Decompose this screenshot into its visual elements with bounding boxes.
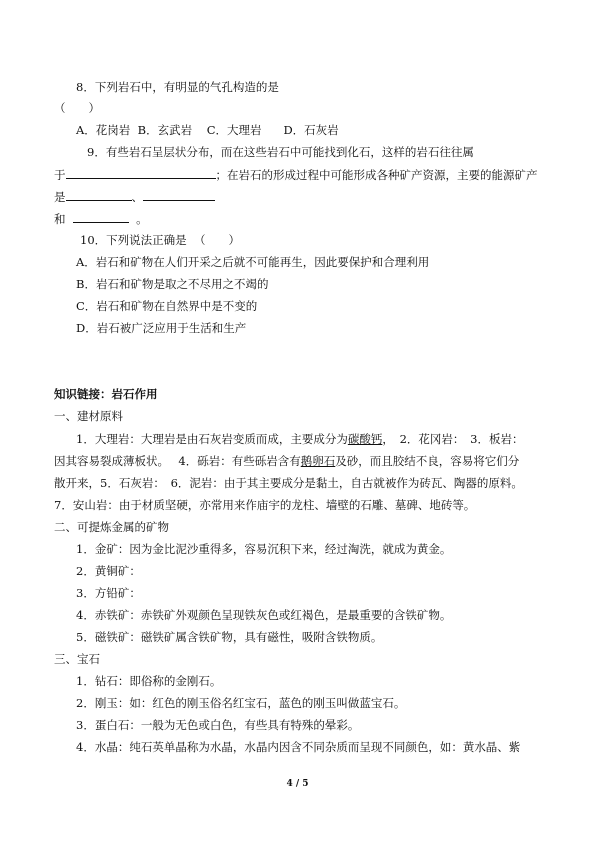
section-1-line-1	[76, 431, 523, 447]
section-2-item: 5．磁铁矿：磁铁矿属含铁矿物，具有磁性，吸附含铁物质。	[76, 630, 383, 644]
q9-line2-suffix: ；在岩石的形成过程中可能形成各种矿产资源，主要的能源矿产	[215, 168, 538, 182]
q9-line4	[54, 210, 148, 227]
q10-answer-paren: （ ）	[193, 233, 240, 247]
section-2-item: 1．金矿：因为金比泥沙重得多，容易沉积下来，经过淘洗，就成为黄金。	[76, 542, 452, 556]
section-3-item: 2．刚玉：如：红色的刚玉俗名红宝石，蓝色的刚玉叫做蓝宝石。	[76, 696, 406, 710]
q8-option-d: D．石灰岩	[283, 123, 339, 137]
q9-blank-3[interactable]	[143, 188, 215, 201]
conglomerate-text: 因其容易裂成薄板状。 4．砾岩：有些砾岩含有	[54, 454, 301, 468]
calcium-carbonate-term: 碳酸钙	[347, 432, 383, 446]
q8-answer-paren: （ ）	[54, 101, 100, 115]
q9-stem: 9．有些岩石呈层状分布，而在这些岩石中可能找到化石，这样的岩石往往属	[87, 145, 474, 159]
q9-line4-suffix: 。	[136, 212, 148, 226]
q9-line3	[54, 188, 215, 205]
q8-option-b: B．玄武岩	[137, 123, 193, 137]
q10-stem-text: 10．下列说法正确是	[80, 233, 187, 247]
marble-text: 1．大理岩：大理岩是由石灰岩变质而成，主要成分为	[76, 432, 348, 446]
section-1-line-3: 散开来，5．石灰岩： 6．泥岩：由于其主要成分是黏土，自古就被作为砖瓦、陶器的原料。	[54, 476, 523, 490]
q9-blank-1[interactable]	[66, 166, 216, 179]
q9-blank-4[interactable]	[73, 210, 129, 223]
section-1-line-2	[54, 453, 519, 469]
q10-stem	[80, 232, 240, 248]
page-number: 4 / 5	[286, 779, 309, 789]
q9-blank-2[interactable]	[66, 188, 132, 201]
q9-line2	[54, 166, 538, 183]
q8-option-c: C．大理岩	[206, 123, 262, 137]
q10-option-b: B．岩石和矿物是取之不尽用之不竭的	[76, 277, 269, 291]
granite-slate-text: ， 2．花冈岩： 3．板岩：	[382, 432, 524, 446]
section-2-item: 2．黄铜矿：	[76, 564, 141, 578]
section-1-title: 一、建材原料	[54, 409, 123, 423]
q10-option-c: C．岩石和矿物在自然界中是不变的	[76, 299, 258, 313]
q8-options	[76, 122, 339, 138]
section-3-title: 三、宝石	[54, 652, 100, 666]
knowledge-heading: 知识链接：岩石作用	[54, 387, 158, 401]
q9-line3-prefix: 是	[54, 190, 66, 204]
section-3-item: 4．水晶：纯石英单晶称为水晶，水晶内因含不同杂质而呈现不同颜色，如：黄水晶、紫	[76, 740, 521, 754]
section-2-title: 二、可提炼金属的矿物	[54, 520, 169, 534]
q9-line4-prefix: 和	[54, 212, 66, 226]
q9-line2-prefix: 于	[54, 168, 66, 182]
section-2-item: 3．方铅矿：	[76, 586, 141, 600]
section-2-item: 4．赤铁矿：赤铁矿外观颜色呈现铁灰色或红褐色，是最重要的含铁矿物。	[76, 608, 452, 622]
section-3-item: 3．蛋白石：一般为无色或白色，有些具有特殊的晕彩。	[76, 718, 360, 732]
section-1-line-4: 7．安山岩：由于材质坚硬，亦常用来作庙宇的龙柱、墙壁的石雕、墓碑、地砖等。	[54, 498, 476, 512]
q10-option-d: D．岩石被广泛应用于生活和生产	[76, 321, 247, 335]
section-3-item: 1．钻石：即俗称的金刚石。	[76, 674, 222, 688]
conglomerate-text-cont: 及砂，而且胶结不良，容易将它们分	[335, 454, 520, 468]
q8-option-a: A．花岗岩	[76, 123, 131, 137]
q9-line3-sep: 、	[131, 190, 143, 204]
q8-stem: 8．下列岩石中，有明显的气孔构造的是	[76, 80, 279, 94]
q10-option-a: A．岩石和矿物在人们开采之后就不可能再生，因此要保护和合理利用	[76, 255, 430, 269]
pebble-term: 鹅卵石	[300, 454, 336, 468]
